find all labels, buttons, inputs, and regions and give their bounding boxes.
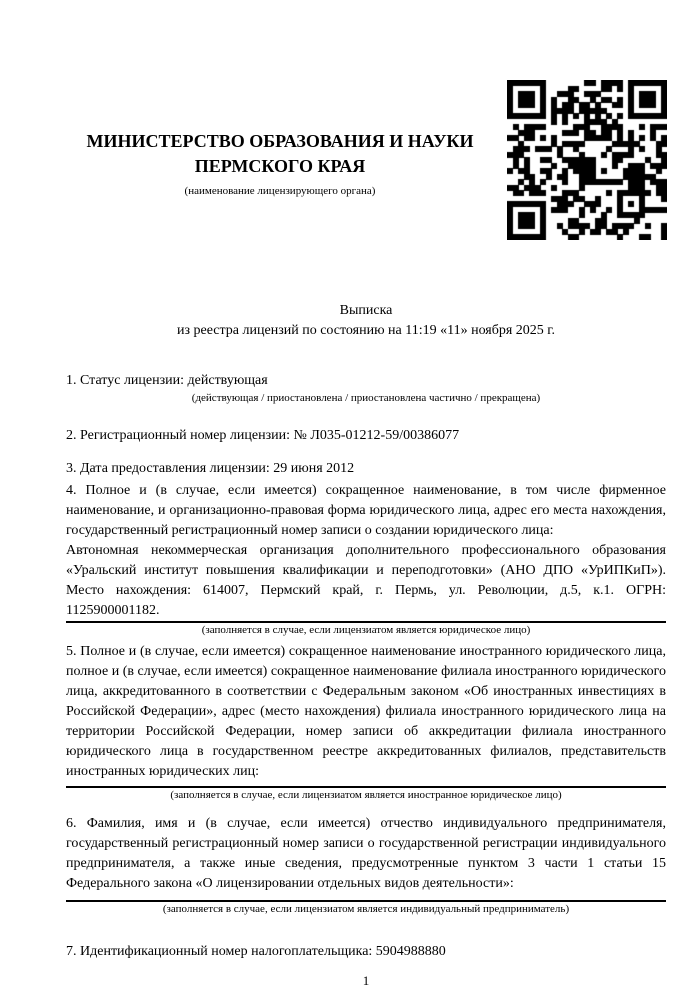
letterhead	[66, 0, 494, 198]
ministry-name-line1: МИНИСТЕРСТВО ОБРАЗОВАНИЯ И НАУКИ	[86, 131, 474, 151]
field-entrepreneur	[66, 814, 666, 916]
field-entrepreneur-caption: (заполняется в случае, если лицензиатом является индивидуальный предприниматель)	[162, 903, 570, 915]
field-legal-entity	[66, 481, 666, 637]
licensing-authority-caption: (наименование лицензирующего органа)	[184, 185, 376, 197]
field-taxpayer-number: 7. Идентификационный номер налогоплательщика: 5904988880	[66, 944, 446, 959]
page-number: 1	[362, 973, 370, 988]
field-foreign-entity	[66, 642, 666, 802]
field-legal-entity-caption: (заполняется в случае, если лицензиатом является юридическое лицо)	[201, 624, 531, 636]
qr-code	[507, 80, 667, 240]
document-title-line2: из реестра лицензий по состоянию на 11:19 «11» ноября 2025 г.	[177, 323, 555, 338]
field-foreign-entity-text: 5. Полное и (в случае, если имеется) сокращенное наименование иностранного юридического лица, полное и (в случае, если имеется) сокращенное наименование филиала иностранного юридического лица, аккредитованного в соответствии с Федеральным законом «Об иностранных инвестициях в Российской Федерации», адрес (место нахождения) филиала иностранного юридического лица на территории Российской Федерации, номер записи об аккредитации филиала иностранного юридического лица в государственном реестре аккредитованных филиалов, представительств иностранных юридических лиц:	[66, 644, 666, 779]
field-license-status-caption: (действующая / приостановлена / приостановлена частично / прекращена)	[191, 392, 541, 404]
field-legal-entity-value: Автономная некоммерческая организация дополнительного профессионального образования «Уральский институт повышения квалификации и переподготовки» (АНО ДПО «УрИПКиП»). Место нахождения: 614007, Пермский край, г. Пермь, ул. Революции, д.5, к.1. ОГРН: 1125900001182.	[66, 543, 666, 618]
field-grant-date: 3. Дата предоставления лицензии: 29 июня 2012	[66, 461, 355, 476]
document-title-line1: Выписка	[339, 303, 393, 318]
ministry-name-line2: ПЕРМСКОГО КРАЯ	[194, 156, 366, 176]
field-foreign-entity-caption: (заполняется в случае, если лицензиатом является иностранное юридическое лицо)	[170, 789, 562, 801]
field-license-status: 1. Статус лицензии: действующая	[66, 373, 268, 388]
field-entrepreneur-text: 6. Фамилия, имя и (в случае, если имеется) отчество индивидуального предпринимателя, государственный регистрационный номер записи о государственной регистрации индивидуального предпринимателя, а также иные сведения, предусмотренные пунктом 3 части 1 статьи 15 Федерального закона «О лицензировании отдельных видов деятельности»:	[66, 816, 666, 891]
document-title	[66, 301, 666, 341]
field-legal-entity-text: 4. Полное и (в случае, если имеется) сокращенное наименование, в том числе фирменное наименование, и организационно-правовая форма юридического лица, адрес его места нахождения, государственный регистрационный номер записи о создании юридического лица:	[66, 483, 666, 538]
field-registration-number: 2. Регистрационный номер лицензии: № Л035-01212-59/00386077	[66, 428, 460, 443]
